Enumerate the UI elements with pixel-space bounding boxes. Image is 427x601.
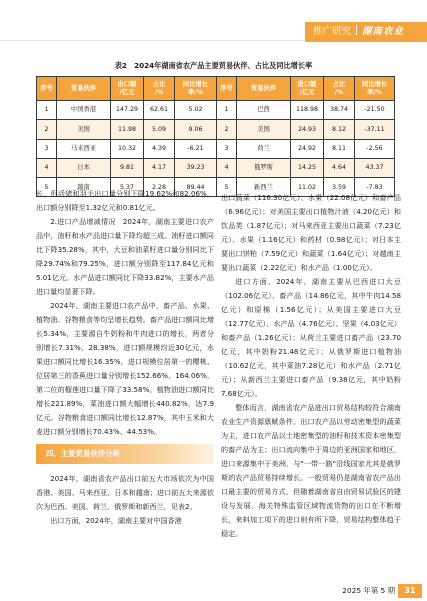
- left-column: [36, 187, 214, 528]
- paragraph: 2.进口产品增减情况 2024年，湖南主要进口农产品中，油籽和水产品进口量下降均超三成。油籽进口额同比下降35.28%，其中，大豆和油菜籽进口量分别同比下降29.74%和79.25%，进口额分别降至117.84亿元和5.01亿元。水产品进口额同比下降33.82%，主要水产品进口量均显著下降。: [36, 217, 214, 296]
- header-tag: [305, 22, 427, 42]
- table-cell: 荷兰: [237, 139, 291, 158]
- page-number: 31: [398, 584, 422, 598]
- table-cell: 11.02: [291, 178, 324, 197]
- page-footer: [277, 585, 427, 597]
- table-cell: -21.50: [355, 101, 395, 120]
- table-header-cell: 占比 /%: [324, 77, 355, 101]
- table-cell: -37.11: [355, 120, 395, 139]
- paragraph: 2024年，湖南省农产品出口前五大市场依次为中国香港、美国、马来西亚、日本和越南；进口前五大来源依次为巴西、美国、荷兰、俄罗斯和新西兰，见表2。: [36, 474, 214, 511]
- table-cell: 14.25: [291, 158, 324, 177]
- table-cell: 1: [217, 101, 237, 120]
- page-header: [0, 0, 427, 48]
- table-cell: 8.11: [324, 139, 355, 158]
- table-header-cell: 贸易伙伴: [237, 77, 291, 101]
- header-section-label: 推广研究: [313, 26, 352, 37]
- table-cell: 4.64: [324, 158, 355, 177]
- table-cell: 新西兰: [237, 178, 291, 197]
- table-cell: 2: [217, 120, 237, 139]
- table-row: [37, 101, 395, 120]
- table-header-cell: 占比 /%: [144, 77, 175, 101]
- table-cell: 3: [217, 139, 237, 158]
- table-cell: 39.23: [175, 158, 217, 177]
- table-cell: 1: [37, 101, 57, 120]
- header-separator: [356, 25, 357, 35]
- table-cell: 4: [217, 158, 237, 177]
- table-cell: 62.61: [144, 101, 175, 120]
- table-cell: 24.93: [291, 120, 324, 139]
- section-heading: 四、主要贸易伙伴分析: [36, 444, 214, 464]
- table-cell: 43.37: [355, 158, 395, 177]
- table-cell: 147.29: [111, 101, 144, 120]
- trade-partner-table: [36, 76, 395, 197]
- table-cell: 118.98: [291, 101, 324, 120]
- table-cell: 9.81: [111, 158, 144, 177]
- table-cell: -6.21: [175, 139, 217, 158]
- table-cell: 美国: [57, 120, 111, 139]
- paragraph: 出口蔬菜（116.30亿元）、水果（22.08亿元）和畜产品（6.96亿元）；对美国主要出口植物汁液（4.20亿元）和饮品类（1.87亿元）；对马来西亚主要出口蔬菜（7.23亿元）、水果（1.16亿元）和药材（0.98亿元）；对日本主要出口饼粕（7.59亿元）和蔬菜（1.64亿元）；对越南主要出口蔬菜（2.22亿元）和水产品（1.00亿元）。: [221, 193, 401, 272]
- table-row: [37, 158, 395, 177]
- table-header-row: [37, 77, 395, 101]
- journal-brand: 湖南农业: [362, 26, 405, 37]
- table-header-cell: 贸易伙伴: [57, 77, 111, 101]
- table-header-cell: 出口额 /亿元: [111, 77, 144, 101]
- table-cell: 9.06: [175, 120, 217, 139]
- paragraph: 进口方面，2024年，湖南主要从巴西进口大豆（102.06亿元）、畜产品（14.86亿元，其中牛肉14.58亿元）和原棉（1.56亿元）；从美国主要进口大豆（12.77亿元）、水产品（4.76亿元）、坚果（4.03亿元）和畜产品（1.26亿元）；从荷兰主要进口畜产品（23.70亿元，其中奶粉21.48亿元）；从俄罗斯进口植物油（10.62亿元，其中菜油7.28亿元）和水产品（2.71亿元）；从新西兰主要进口畜产品（9.38亿元，其中奶粉7.68亿元）。: [221, 277, 401, 398]
- table-cell: 2: [37, 120, 57, 139]
- table-cell: 美国: [237, 120, 291, 139]
- table-cell: 24.92: [291, 139, 324, 158]
- table-cell: 越南: [57, 178, 111, 197]
- paragraph: 2024年，湖南主要进口农产品中，畜产品、水果、植物油、谷物粮食等均呈增长趋势。畜产品进口额同比增长5.34%，主要源自牛奶粉和牛肉进口的增长，两者分别增长7.31%、28.38%，进口额规模均近30亿元，水果进口额同比增长16.35%，进口规模位居第一的樱桃、位居第三的香蕉进口量分别增长152.66%、164.06%，第二位的榴莲进口量下降了33.58%。植物油进口额同比增长221.89%，菜油进口额大幅增长440.82%，达7.9亿元。谷物粮食进口额同比增长12.87%，其中玉米和大麦进口额分别增长70.43%、44.53%。: [36, 301, 214, 436]
- table-header-cell: 序号: [37, 77, 57, 101]
- right-column: [221, 191, 401, 541]
- paragraph: 长，但活猪和羽毛出口量分别下降19.62%和82.06%，出口额分别降至1.32亿元和0.81亿元。: [36, 189, 214, 212]
- issue-label: 2025 年第 5 期: [342, 586, 395, 595]
- table-cell: 巴西: [237, 101, 291, 120]
- table-header-cell: 进口额 /亿元: [291, 77, 324, 101]
- table-cell: 中国香港: [57, 101, 111, 120]
- paragraph: 整体而言，湖南省农产品进出口贸易结构较符合湖南农业生产资源禀赋条件。出口农产品以劳动密集型的蔬菜为主，进口农产品以土地密集型的油籽和技术资本密集型的畜产品为主；出口流向集中于周边的亚洲国家和地区，进口来源集中于美洲，与"一带一路"沿线国家尤其是俄罗斯的农产品贸易持续增长。一般贸易仍是湖南省农产品出口最主要的贸易方式，但随着湖南省自由贸易试验区的建设与发展，海关特殊监管区域物流货物的出口在不断增长，来料加工项下的进口则有所下降，贸易结构整体趋于稳定。: [221, 403, 401, 538]
- table-cell: 8.12: [324, 120, 355, 139]
- table-cell: 89.44: [175, 178, 217, 197]
- table-cell: 4: [37, 158, 57, 177]
- table-cell: 10.32: [111, 139, 144, 158]
- table-cell: 日本: [57, 158, 111, 177]
- table-header-cell: 同比增长 率/%: [175, 77, 217, 101]
- table-cell: 38.74: [324, 101, 355, 120]
- table-cell: 3.59: [324, 178, 355, 197]
- table-cell: 俄罗斯: [237, 158, 291, 177]
- table-cell: 5.09: [144, 120, 175, 139]
- table-row: [37, 120, 395, 139]
- table-cell: 2.28: [144, 178, 175, 197]
- table-cell: 3: [37, 139, 57, 158]
- table-cell: 5: [217, 178, 237, 197]
- table-header-cell: 序号: [217, 77, 237, 101]
- table-cell: 4.17: [144, 158, 175, 177]
- table-cell: 5: [37, 178, 57, 197]
- table-cell: 马来西亚: [57, 139, 111, 158]
- table-cell: 11.98: [111, 120, 144, 139]
- table-cell: -2.56: [355, 139, 395, 158]
- table-header-cell: 同比增长 率/%: [355, 77, 395, 101]
- table-cell: 5.02: [175, 101, 217, 120]
- table-cell: 4.39: [144, 139, 175, 158]
- table-caption: 表2 2024年湖南省农产品主要贸易伙伴、占比及同比增长率: [114, 61, 313, 70]
- table-row: [37, 139, 395, 158]
- table-cell: -7.83: [355, 178, 395, 197]
- table-cell: 5.37: [111, 178, 144, 197]
- paragraph: 出口方面，2024年，湖南主要对中国香港: [50, 516, 182, 525]
